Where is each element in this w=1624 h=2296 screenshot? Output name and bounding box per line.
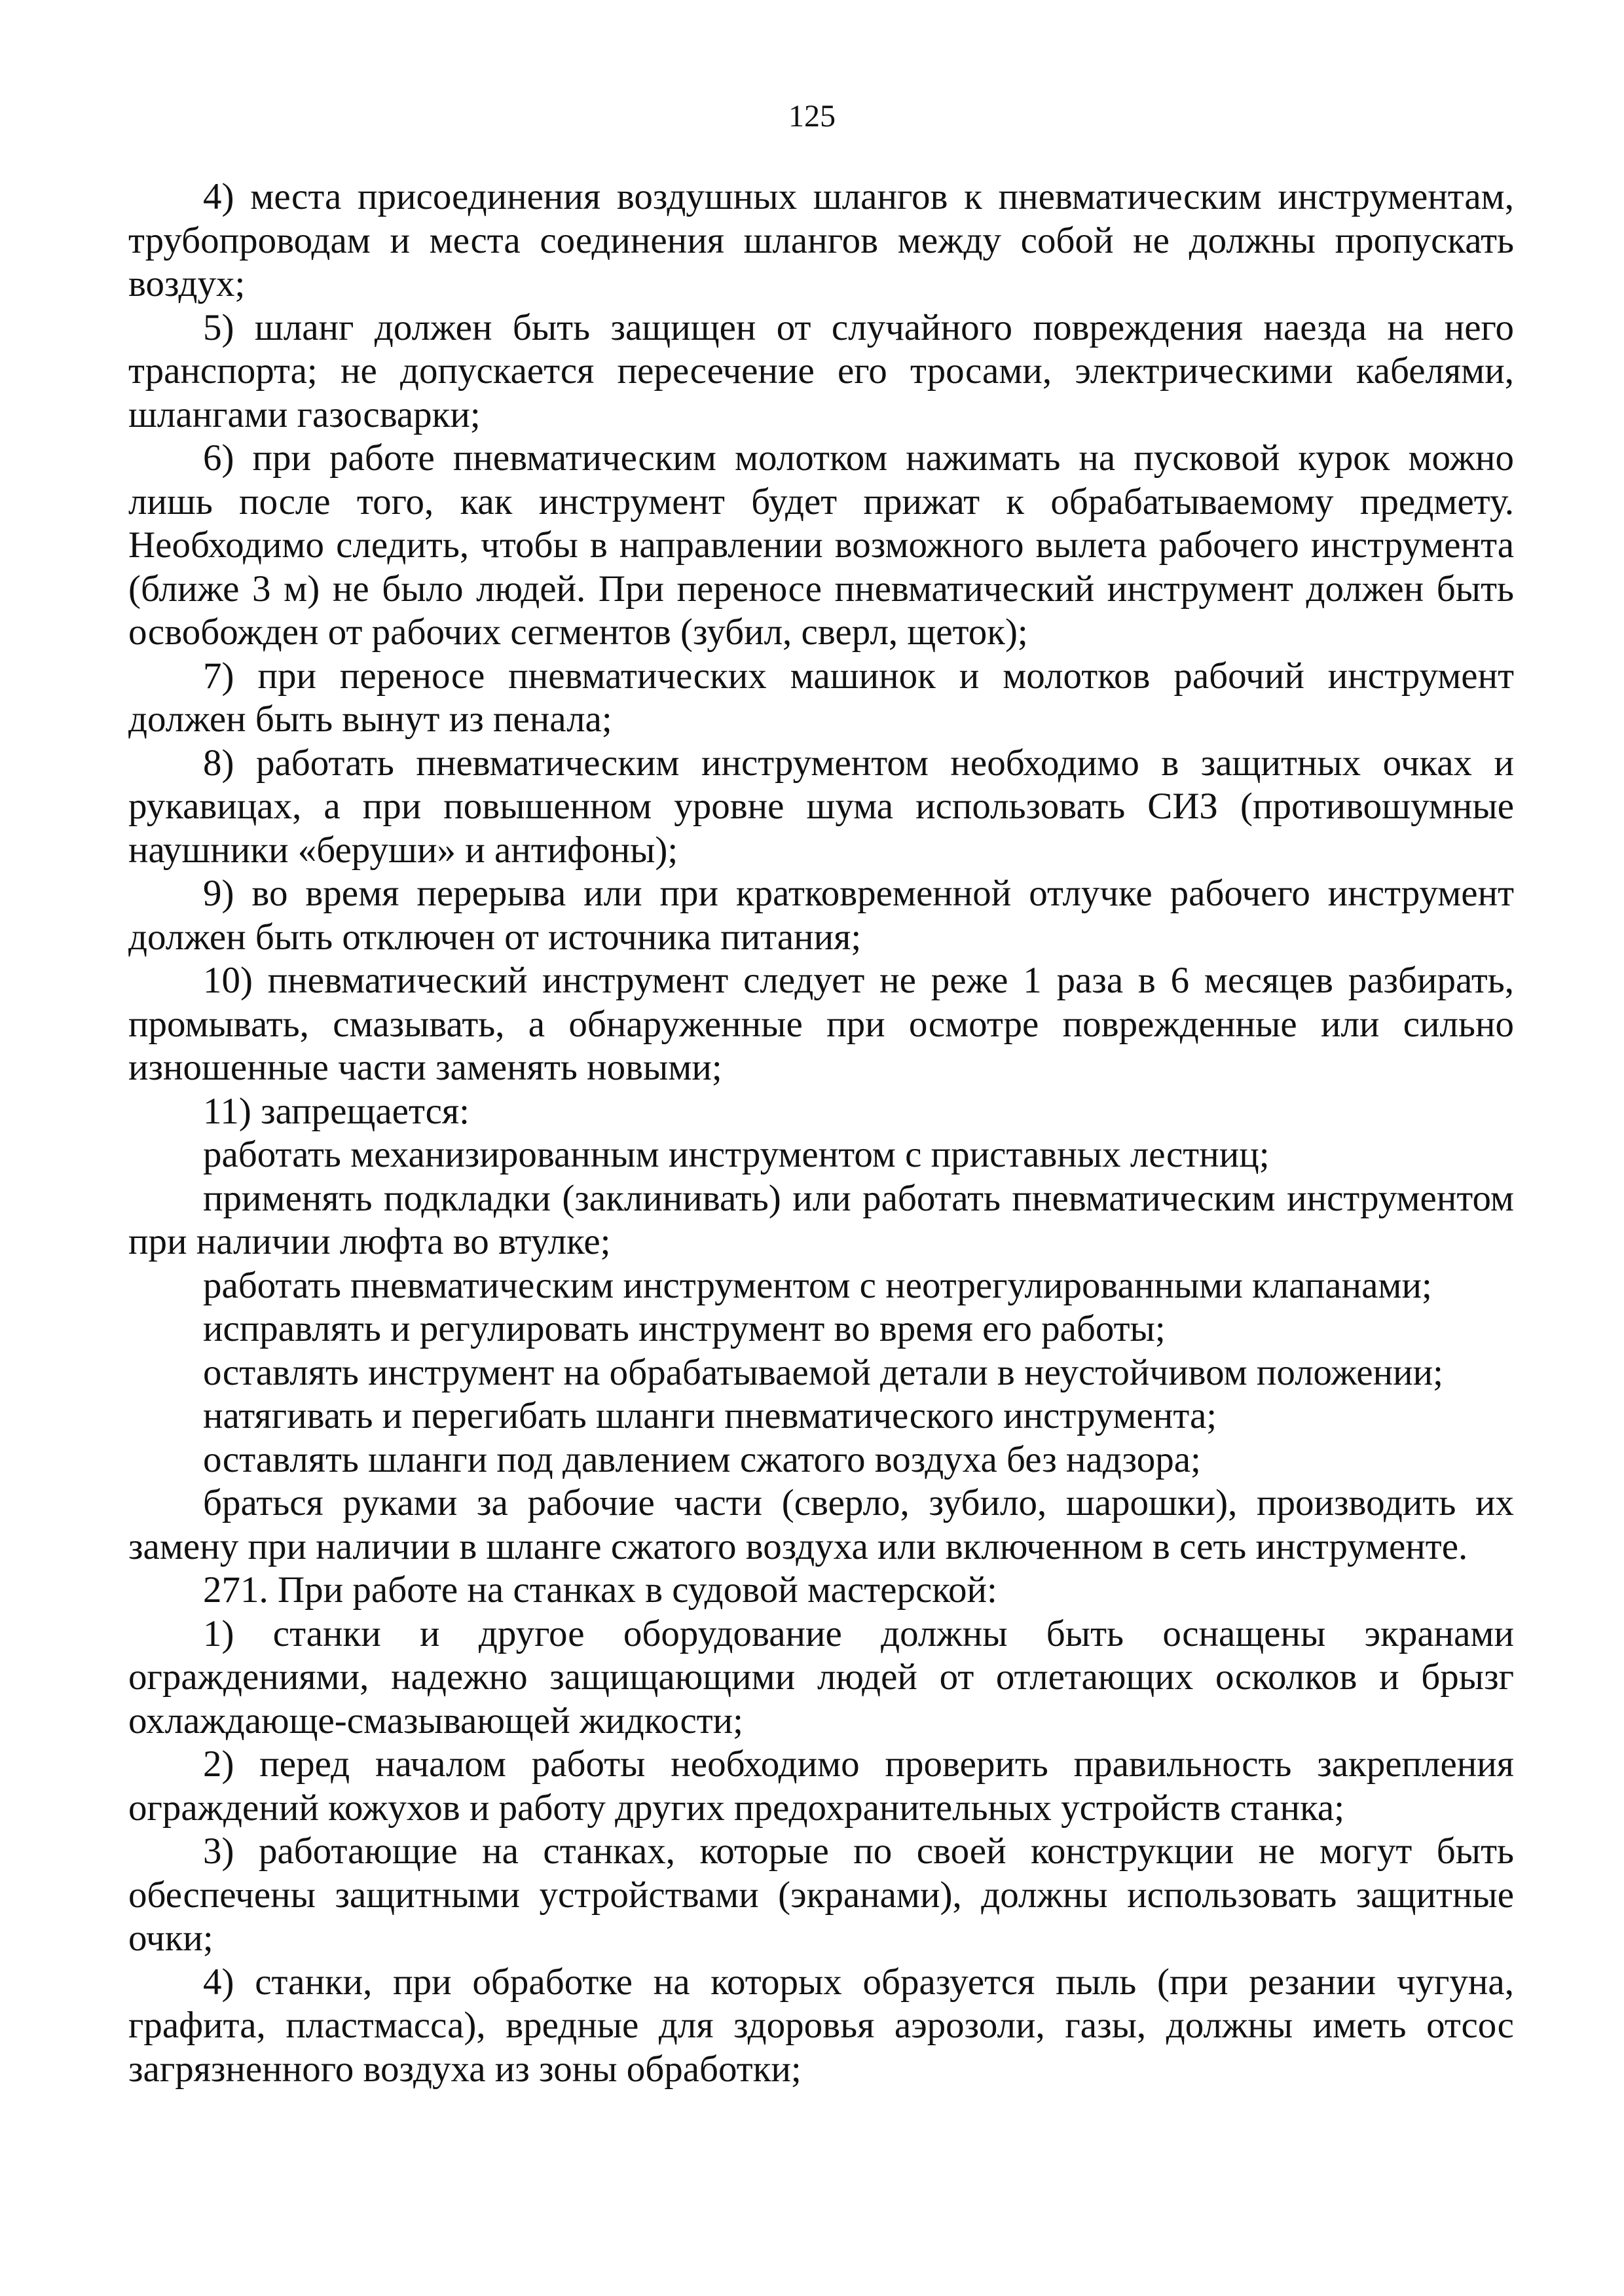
- paragraph-271-item-4-extraction: 4) станки, при обработке на которых образуется пыль (при резании чугуна, графита, пластмасса), вредные для здоровья аэрозоли, газы, должны иметь отсос загрязненного воздуха из зоны обработки;: [128, 1961, 1514, 2090]
- paragraph-item-5-hose-protection: 5) шланг должен быть защищен от случайного повреждения наезда на него транспорта; не допускается пересечение его тросами, электрическими кабелями, шлангами газосварки;: [128, 306, 1514, 435]
- prohibition-unstable-position: оставлять инструмент на обрабатываемой детали в неустойчивом положении;: [203, 1351, 1443, 1393]
- paragraph-item-6-hammer-operation: 6) при работе пневматическим молотком нажимать на пусковой курок можно лишь после того, как инструмент будет прижат к обрабатываемому предмету. Необходимо следить, чтобы в направлении возможного вылета рабочего инструмента (ближе 3 м) не было людей. При переносе пневматический инструмент должен быть освобожден от рабочих сегментов (зубил, сверл, щеток);: [128, 437, 1514, 653]
- paragraph-item-7-transport: 7) при переносе пневматических машинок и молотков рабочий инструмент должен быть вынут из пенала;: [128, 655, 1514, 740]
- paragraph-item-4-hose-connections: 4) места присоединения воздушных шлангов к пневматическим инструментам, трубопроводам и места соединения шлангов между собой не должны пропускать воздух;: [128, 176, 1514, 304]
- prohibition-unattended-pressure: оставлять шланги под давлением сжатого воздуха без надзора;: [203, 1438, 1201, 1480]
- paragraph-item-11-prohibited: 11) запрещается:: [203, 1090, 470, 1132]
- paragraph-item-10-maintenance: 10) пневматический инструмент следует не реже 1 раза в 6 месяцев разбирать, промывать, смазывать, а обнаруженные при осмотре поврежденные или сильно изношенные части заменять новыми;: [128, 960, 1514, 1088]
- prohibition-bending-hoses: натягивать и перегибать шланги пневматического инструмента;: [203, 1395, 1217, 1436]
- paragraph-item-8-protective-equipment: 8) работать пневматическим инструментом необходимо в защитных очках и рукавицах, а при повышенном уровне шума использовать СИЗ (противошумные наушники «беруши» и антифоны);: [128, 742, 1514, 871]
- paragraph-271-item-1-guards: 1) станки и другое оборудование должны быть оснащены экранами ограждениями, надежно защищающими людей от отлетающих осколков и брызг охлаждающе-смазывающей жидкости;: [128, 1613, 1514, 1741]
- section-271-heading: 271. При работе на станках в судовой мастерской:: [203, 1569, 997, 1611]
- prohibition-touching-parts: браться руками за рабочие части (сверло, зубило, шарошки), производить их замену при наличии в шланге сжатого воздуха или включенном в сеть инструменте.: [128, 1482, 1514, 1567]
- prohibition-wedging: применять подкладки (заклинивать) или работать пневматическим инструментом при наличии люфта во втулке;: [128, 1177, 1514, 1262]
- page-number: 125: [788, 99, 836, 134]
- paragraph-271-item-2-checks: 2) перед началом работы необходимо проверить правильность закрепления ограждений кожухов и работу других предохранительных устройств станка;: [128, 1743, 1514, 1829]
- prohibition-valves: работать пневматическим инструментом с неотрегулированными клапанами;: [203, 1264, 1432, 1306]
- paragraph-271-item-3-goggles: 3) работающие на станках, которые по своей конструкции не могут быть обеспечены защитными устройствами (экранами), должны использовать защитные очки;: [128, 1831, 1514, 1959]
- document-body: [128, 175, 1514, 2091]
- paragraph-item-9-breaks: 9) во время перерыва или при кратковременной отлучке рабочего инструмент должен быть отключен от источника питания;: [128, 873, 1514, 958]
- prohibition-adjusting: исправлять и регулировать инструмент во время его работы;: [203, 1308, 1166, 1349]
- prohibition-ladders: работать механизированным инструментом с приставных лестниц;: [203, 1134, 1270, 1175]
